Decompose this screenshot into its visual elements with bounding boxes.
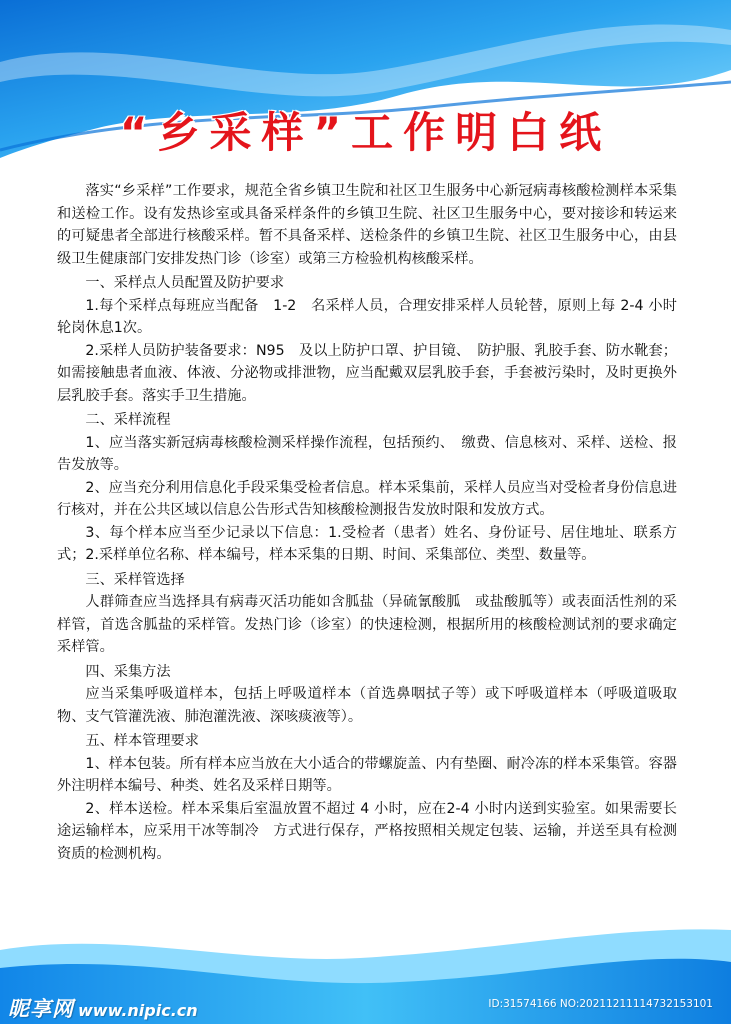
section-heading: 四、采集方法 bbox=[85, 663, 171, 680]
paragraph: 2、应当充分利用信息化手段采集受检者信息。样本采集前，采样人员应当对受检者身份信息进行核对，并在公共区域以信息公告形式告知核酸检测报告发放时限和发放方式。 bbox=[57, 479, 677, 518]
section-heading: 一、采样点人员配置及防护要求 bbox=[85, 275, 285, 291]
paragraph: 应当采集呼吸道样本，包括上呼吸道样本（首选鼻咽拭子等）或下呼吸道样本（呼吸道吸取物、支气管灌洗液、肺泡灌洗液、深咳痰液等）。 bbox=[57, 686, 677, 725]
section-heading: 二、采样流程 bbox=[85, 412, 171, 428]
intro-paragraph: 落实“乡采样”工作要求，规范全省乡镇卫生院和社区卫生服务中心新冠病毒核酸检测样本采集和送检工作。设有发热诊室或具备采样条件的乡镇卫生院、社区卫生服务中心，要对接诊和转运来的可疑患者全部进行核酸采样。暂不具备采样、送检条件的乡镇卫生院、社区卫生服务中心，由县级卫生健康部门安排发热门诊（诊室）或第三方检验机构核酸采样。 bbox=[57, 183, 677, 267]
page-title: “乡采样”工作明白纸 bbox=[119, 108, 612, 157]
paragraph: 2、样本送检。样本采集后室温放置不超过 4 小时，应在2-4 小时内送到实验室。如果需要长途运输样本，应采用干冰等制冷 方式进行保存，严格按照相关规定包装、运输，并送至具有检测资质的检测机构。 bbox=[57, 800, 677, 862]
section-heading: 三、采样管选择 bbox=[85, 571, 185, 588]
body-text bbox=[57, 180, 677, 865]
paragraph: 1、样本包装。所有样本应当放在大小适合的带螺旋盖、内有垫圈、耐冷冻的样本采集管。容器外注明样本编号、种类、姓名及采样日期等。 bbox=[57, 755, 677, 794]
paragraph: 3、每个样本应当至少记录以下信息：1.受检者（患者）姓名、身份证号、居住地址、联系方式；2.采样单位名称、样本编号，样本采集的日期、时间、采集部位、类型、数量等。 bbox=[57, 524, 677, 563]
paragraph: 人群筛查应当选择具有病毒灭活功能如含胍盐（异硫氰酸胍 或盐酸胍等）或表面活性剂的采样管，首选含胍盐的采样管。发热门诊（诊室）的快速检测，根据所用的核酸检测试剂的要求确定采样管。 bbox=[57, 594, 677, 655]
watermark-brand: 昵享网 bbox=[8, 997, 74, 1021]
paragraph: 2.采样人员防护装备要求：N95 及以上防护口罩、护目镜、 防护服、乳胶手套、防水靴套；如需接触患者血液、体液、分泌物或排泄物，应当配戴双层乳胶手套，手套被污染时，及时更换外层乳胶手套。落实手卫生措施。 bbox=[57, 342, 677, 404]
watermark bbox=[8, 993, 198, 1023]
paragraph: 1.每个采样点每班应当配备 1-2 名采样人员，合理安排采样人员轮替，原则上每 2-4 小时轮岗休息1次。 bbox=[57, 297, 677, 336]
paragraph: 1、应当落实新冠病毒核酸检测采样操作流程，包括预约、 缴费、信息核对、采样、送检、报告发放等。 bbox=[57, 434, 677, 473]
watermark-id: ID:31574166 NO:20211211114732153101 bbox=[488, 998, 713, 1010]
watermark-url: www.nipic.cn bbox=[78, 1001, 198, 1020]
section-heading: 五、样本管理要求 bbox=[85, 733, 199, 749]
